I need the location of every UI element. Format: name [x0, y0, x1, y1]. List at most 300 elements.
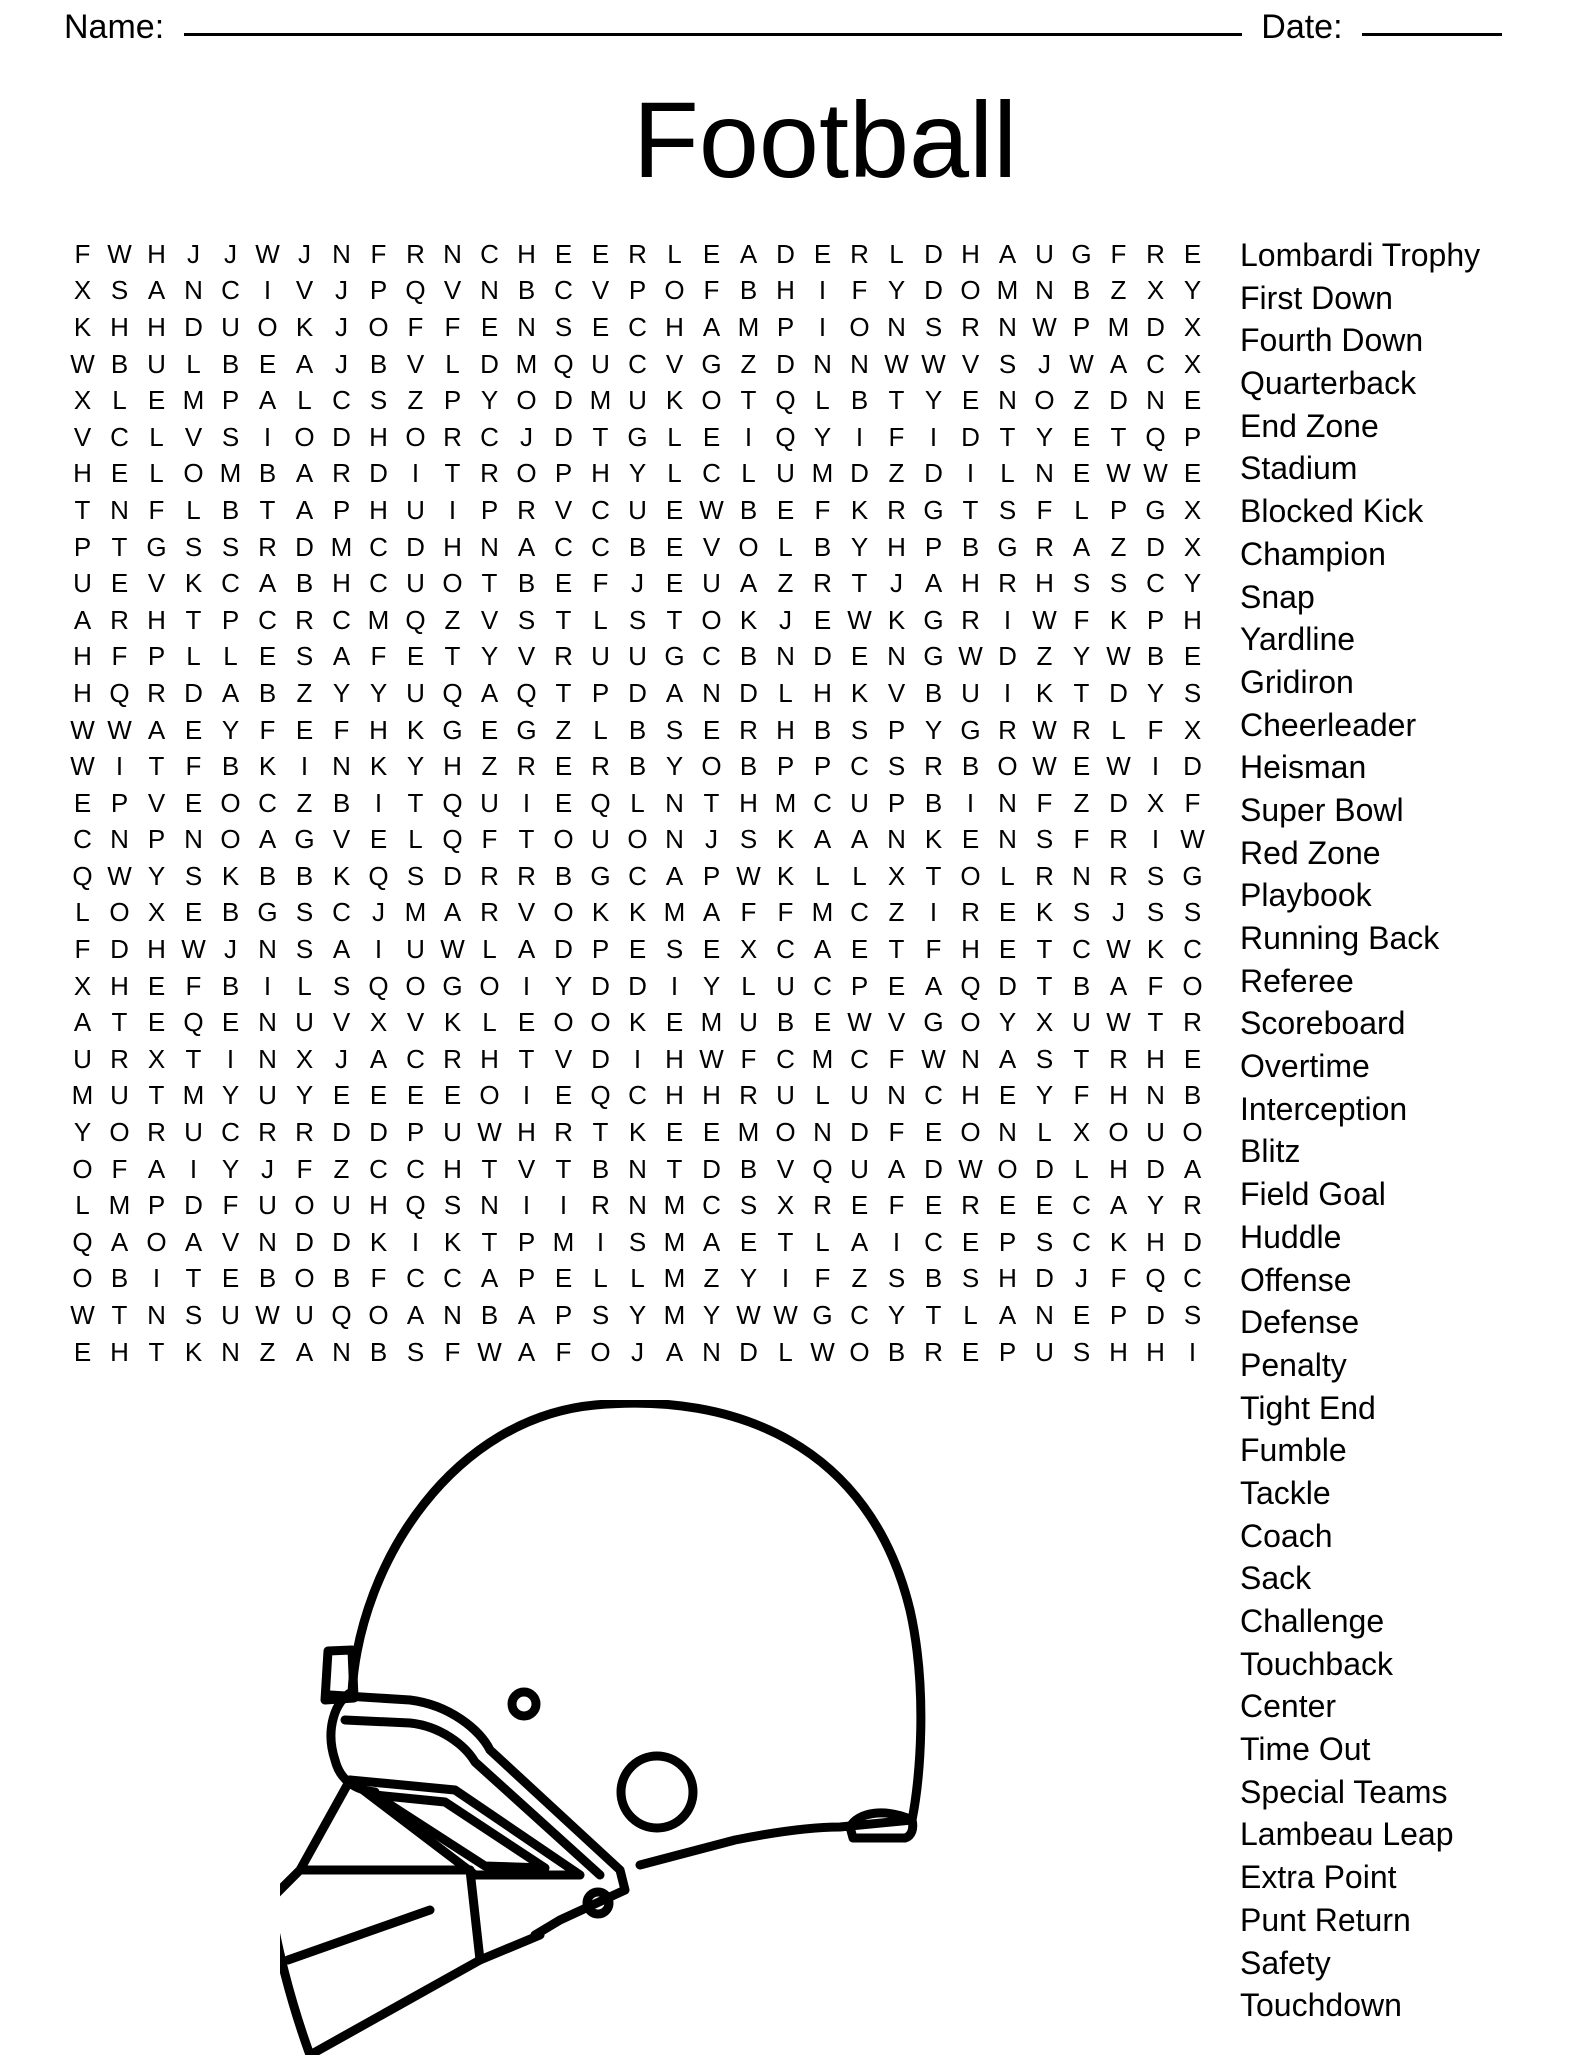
- grid-letter: A: [1109, 1190, 1128, 1221]
- grid-letter: D: [924, 275, 943, 306]
- grid-letter: B: [480, 1300, 499, 1331]
- grid-letter: J: [1038, 348, 1051, 379]
- grid-letter: O: [294, 1190, 315, 1221]
- grid-letter: M: [71, 1080, 94, 1111]
- grid-letter: D: [295, 531, 314, 562]
- grid-letter: N: [628, 1153, 647, 1184]
- grid-letter: U: [628, 641, 647, 672]
- date-blank-line: [1362, 3, 1502, 36]
- grid-letter: E: [369, 824, 388, 855]
- grid-letter: B: [961, 531, 980, 562]
- grid-letter: W: [1106, 751, 1131, 782]
- grid-letter: O: [553, 1007, 574, 1038]
- grid-letter: F: [1036, 787, 1053, 818]
- grid-letter: P: [776, 311, 795, 342]
- grid-letter: H: [369, 1190, 388, 1221]
- grid-letter: Z: [888, 897, 905, 928]
- grid-letter: Z: [740, 348, 757, 379]
- grid-letter: U: [739, 1007, 758, 1038]
- grid-letter: T: [518, 824, 535, 855]
- grid-letter: E: [480, 311, 499, 342]
- grid-letter: T: [444, 641, 461, 672]
- grid-letter: P: [591, 677, 610, 708]
- grid-letter: I: [1188, 1336, 1197, 1367]
- grid-letter: S: [665, 934, 684, 965]
- grid-letter: H: [73, 458, 92, 489]
- grid-letter: U: [332, 1190, 351, 1221]
- grid-letter: D: [110, 934, 129, 965]
- grid-letter: I: [1003, 677, 1012, 708]
- grid-letter: N: [813, 1117, 832, 1148]
- grid-letter: Z: [333, 1153, 350, 1184]
- grid-letter: I: [781, 1263, 790, 1294]
- grid-letter: T: [740, 385, 757, 416]
- grid-letter: T: [148, 1080, 165, 1111]
- grid-letter: U: [628, 494, 647, 525]
- grid-letter: G: [146, 531, 167, 562]
- grid-letter: G: [442, 714, 463, 745]
- grid-letter: N: [480, 275, 499, 306]
- grid-letter: L: [482, 1007, 497, 1038]
- word-list-item: Super Bowl: [1240, 791, 1404, 828]
- grid-letter: F: [888, 1190, 905, 1221]
- grid-letter: O: [183, 458, 204, 489]
- grid-letter: N: [258, 1043, 277, 1074]
- grid-letter: W: [1106, 1007, 1131, 1038]
- grid-letter: D: [1109, 787, 1128, 818]
- grid-letter: P: [73, 531, 92, 562]
- grid-letter: S: [1035, 1043, 1054, 1074]
- grid-letter: N: [887, 1080, 906, 1111]
- grid-letter: W: [1143, 458, 1168, 489]
- grid-letter: U: [961, 677, 980, 708]
- grid-letter: I: [189, 1153, 198, 1184]
- grid-letter: I: [226, 1043, 235, 1074]
- word-list-item: First Down: [1240, 279, 1393, 316]
- grid-letter: F: [888, 421, 905, 452]
- grid-letter: S: [221, 421, 240, 452]
- grid-letter: O: [738, 531, 759, 562]
- grid-letter: T: [592, 421, 609, 452]
- grid-letter: W: [440, 934, 465, 965]
- grid-letter: C: [850, 1043, 869, 1074]
- word-list-item: Blitz: [1240, 1133, 1301, 1170]
- grid-letter: F: [74, 934, 91, 965]
- grid-letter: H: [813, 677, 832, 708]
- grid-letter: U: [110, 1080, 129, 1111]
- grid-letter: Y: [1183, 275, 1202, 306]
- grid-letter: O: [368, 311, 389, 342]
- grid-letter: L: [815, 385, 830, 416]
- grid-letter: A: [480, 1263, 499, 1294]
- grid-letter: K: [443, 1007, 462, 1038]
- grid-letter: N: [628, 1190, 647, 1221]
- grid-letter: E: [1183, 641, 1202, 672]
- grid-letter: F: [370, 641, 387, 672]
- grid-letter: D: [480, 348, 499, 379]
- grid-letter: K: [628, 897, 647, 928]
- grid-letter: E: [147, 385, 166, 416]
- grid-letter: Y: [480, 641, 499, 672]
- grid-letter: I: [559, 1190, 568, 1221]
- grid-letter: Y: [147, 860, 166, 891]
- grid-letter: N: [443, 238, 462, 269]
- grid-letter: C: [924, 1080, 943, 1111]
- grid-letter: A: [147, 275, 166, 306]
- grid-letter: U: [443, 1117, 462, 1148]
- grid-letter: P: [628, 275, 647, 306]
- grid-letter: P: [1109, 1300, 1128, 1331]
- date-label: Date:: [1251, 8, 1352, 46]
- grid-letter: F: [370, 1263, 387, 1294]
- grid-letter: D: [924, 1153, 943, 1184]
- grid-letter: E: [665, 1117, 684, 1148]
- grid-letter: E: [591, 238, 610, 269]
- grid-letter: L: [741, 458, 756, 489]
- grid-letter: K: [1109, 604, 1128, 635]
- grid-letter: X: [147, 1043, 166, 1074]
- grid-letter: B: [258, 677, 277, 708]
- grid-letter: T: [666, 604, 683, 635]
- grid-letter: U: [1072, 1007, 1091, 1038]
- grid-letter: Q: [72, 1226, 93, 1257]
- grid-letter: H: [1109, 1336, 1128, 1367]
- grid-letter: P: [221, 385, 240, 416]
- grid-letter: F: [777, 897, 794, 928]
- grid-letter: T: [407, 787, 424, 818]
- grid-letter: R: [1109, 1043, 1128, 1074]
- grid-letter: A: [517, 531, 536, 562]
- grid-letter: O: [590, 1007, 611, 1038]
- grid-row: [64, 1078, 1214, 1115]
- grid-letter: F: [148, 494, 165, 525]
- header-row: [64, 0, 1502, 44]
- word-list-item: Cheerleader: [1240, 706, 1417, 743]
- grid-letter: S: [295, 934, 314, 965]
- grid-letter: D: [924, 238, 943, 269]
- grid-letter: O: [1182, 1117, 1203, 1148]
- grid-letter: M: [367, 604, 390, 635]
- grid-letter: E: [924, 1117, 943, 1148]
- grid-letter: E: [1072, 421, 1091, 452]
- grid-letter: V: [295, 275, 314, 306]
- grid-letter: A: [258, 385, 277, 416]
- grid-letter: A: [221, 677, 240, 708]
- grid-letter: B: [961, 751, 980, 782]
- grid-letter: U: [295, 1007, 314, 1038]
- grid-letter: O: [479, 1080, 500, 1111]
- grid-letter: Q: [516, 677, 537, 708]
- grid-letter: E: [702, 421, 721, 452]
- grid-letter: U: [73, 568, 92, 599]
- grid-row: [64, 931, 1214, 968]
- word-list-item: Fourth Down: [1240, 322, 1424, 359]
- word-list-item: Running Back: [1240, 920, 1440, 956]
- grid-letter: B: [1072, 275, 1091, 306]
- grid-letter: R: [961, 311, 980, 342]
- grid-letter: R: [924, 1336, 943, 1367]
- grid-letter: G: [1145, 494, 1166, 525]
- grid-letter: E: [961, 824, 980, 855]
- grid-letter: S: [998, 348, 1017, 379]
- grid-letter: W: [958, 1153, 983, 1184]
- grid-letter: T: [1073, 1043, 1090, 1074]
- grid-letter: T: [481, 1226, 498, 1257]
- grid-letter: X: [1183, 714, 1202, 745]
- grid-letter: W: [70, 751, 95, 782]
- grid-letter: S: [591, 1300, 610, 1331]
- grid-letter: O: [72, 1153, 93, 1184]
- grid-letter: N: [110, 824, 129, 855]
- grid-letter: F: [370, 238, 387, 269]
- grid-row: [64, 822, 1214, 859]
- grid-letter: E: [813, 604, 832, 635]
- grid-letter: W: [70, 714, 95, 745]
- grid-letter: P: [221, 604, 240, 635]
- grid-letter: M: [219, 458, 242, 489]
- grid-letter: B: [517, 275, 536, 306]
- grid-letter: N: [110, 494, 129, 525]
- grid-letter: R: [480, 897, 499, 928]
- grid-letter: B: [332, 1263, 351, 1294]
- grid-letter: W: [1032, 604, 1057, 635]
- grid-letter: W: [477, 1117, 502, 1148]
- grid-letter: B: [221, 970, 240, 1001]
- grid-letter: R: [628, 238, 647, 269]
- grid-letter: X: [1146, 275, 1165, 306]
- grid-letter: D: [1109, 385, 1128, 416]
- grid-letter: D: [776, 348, 795, 379]
- grid-letter: B: [850, 385, 869, 416]
- grid-row: [64, 1261, 1214, 1298]
- grid-letter: L: [186, 641, 201, 672]
- grid-letter: O: [960, 275, 981, 306]
- grid-letter: U: [221, 1300, 240, 1331]
- grid-letter: S: [924, 311, 943, 342]
- grid-letter: R: [813, 568, 832, 599]
- word-list-item: Tackle: [1240, 1474, 1331, 1511]
- grid-letter: I: [929, 897, 938, 928]
- grid-letter: Y: [628, 458, 647, 489]
- grid-letter: M: [737, 311, 760, 342]
- grid-letter: U: [258, 1190, 277, 1221]
- grid-letter: V: [184, 421, 203, 452]
- grid-row: [64, 895, 1214, 932]
- grid-letter: P: [1183, 421, 1202, 452]
- grid-letter: E: [850, 934, 869, 965]
- grid-letter: A: [998, 238, 1017, 269]
- grid-letter: U: [850, 1080, 869, 1111]
- grid-letter: C: [850, 897, 869, 928]
- grid-letter: H: [443, 751, 462, 782]
- grid-letter: F: [1110, 1263, 1127, 1294]
- grid-letter: R: [961, 604, 980, 635]
- grid-letter: O: [405, 970, 426, 1001]
- grid-letter: R: [517, 494, 536, 525]
- grid-letter: Q: [553, 348, 574, 379]
- grid-letter: C: [369, 1153, 388, 1184]
- word-list-item: Touchdown: [1240, 1987, 1402, 2024]
- grid-letter: Z: [703, 1263, 720, 1294]
- grid-letter: D: [406, 531, 425, 562]
- grid-letter: H: [110, 311, 129, 342]
- grid-letter: R: [295, 604, 314, 635]
- grid-letter: H: [1146, 1226, 1165, 1257]
- grid-letter: W: [699, 1043, 724, 1074]
- grid-letter: G: [664, 641, 685, 672]
- grid-letter: N: [147, 1300, 166, 1331]
- grid-letter: P: [110, 787, 129, 818]
- grid-letter: H: [1109, 1153, 1128, 1184]
- grid-letter: A: [1109, 970, 1128, 1001]
- grid-letter: K: [850, 677, 869, 708]
- grid-letter: W: [1032, 714, 1057, 745]
- grid-letter: B: [517, 568, 536, 599]
- grid-letter: D: [1146, 311, 1165, 342]
- grid-letter: E: [702, 934, 721, 965]
- grid-letter: H: [1109, 1080, 1128, 1111]
- grid-letter: F: [333, 714, 350, 745]
- grid-letter: D: [591, 970, 610, 1001]
- grid-letter: M: [737, 1117, 760, 1148]
- grid-letter: K: [887, 604, 906, 635]
- grid-row: [64, 456, 1214, 493]
- grid-letter: Y: [369, 677, 388, 708]
- grid-letter: E: [998, 897, 1017, 928]
- grid-letter: U: [147, 348, 166, 379]
- grid-letter: S: [517, 604, 536, 635]
- grid-letter: T: [185, 604, 202, 635]
- grid-letter: W: [107, 860, 132, 891]
- grid-letter: Y: [813, 421, 832, 452]
- grid-letter: N: [184, 824, 203, 855]
- grid-letter: D: [184, 1190, 203, 1221]
- grid-letter: H: [73, 641, 92, 672]
- grid-letter: F: [444, 1336, 461, 1367]
- grid-letter: U: [1035, 238, 1054, 269]
- grid-letter: L: [1000, 458, 1015, 489]
- grid-letter: C: [702, 641, 721, 672]
- grid-letter: P: [517, 1226, 536, 1257]
- grid-row: [64, 1151, 1214, 1188]
- grid-letter: S: [406, 1336, 425, 1367]
- grid-letter: A: [517, 1300, 536, 1331]
- grid-letter: S: [628, 1226, 647, 1257]
- grid-letter: E: [1183, 458, 1202, 489]
- grid-letter: R: [443, 1043, 462, 1074]
- grid-letter: C: [554, 275, 573, 306]
- grid-letter: F: [740, 897, 757, 928]
- word-list-item: Stadium: [1240, 450, 1358, 487]
- grid-letter: F: [222, 1190, 239, 1221]
- grid-letter: X: [739, 934, 758, 965]
- grid-letter: C: [406, 1263, 425, 1294]
- grid-letter: E: [554, 1263, 573, 1294]
- grid-letter: U: [591, 348, 610, 379]
- grid-letter: P: [887, 714, 906, 745]
- grid-letter: D: [591, 1043, 610, 1074]
- grid-letter: O: [257, 311, 278, 342]
- grid-letter: Q: [331, 1300, 352, 1331]
- grid-letter: H: [739, 787, 758, 818]
- grid-letter: K: [628, 1007, 647, 1038]
- grid-letter: I: [892, 1226, 901, 1257]
- grid-letter: L: [815, 1226, 830, 1257]
- grid-letter: X: [1183, 494, 1202, 525]
- grid-letter: B: [591, 1153, 610, 1184]
- grid-letter: W: [958, 641, 983, 672]
- grid-letter: H: [665, 1080, 684, 1111]
- grid-letter: J: [1075, 1263, 1088, 1294]
- grid-letter: O: [849, 1336, 870, 1367]
- grid-letter: M: [330, 531, 353, 562]
- grid-letter: B: [332, 787, 351, 818]
- grid-letter: S: [961, 1263, 980, 1294]
- grid-letter: C: [332, 385, 351, 416]
- word-list-item: Snap: [1240, 578, 1315, 615]
- grid-letter: B: [1183, 1080, 1202, 1111]
- grid-letter: U: [406, 568, 425, 599]
- grid-letter: B: [739, 751, 758, 782]
- grid-letter: N: [443, 1300, 462, 1331]
- grid-letter: T: [259, 494, 276, 525]
- grid-letter: T: [777, 1226, 794, 1257]
- grid-letter: G: [1182, 860, 1203, 891]
- grid-letter: A: [1183, 1153, 1202, 1184]
- grid-letter: R: [961, 1190, 980, 1221]
- grid-letter: L: [778, 1336, 793, 1367]
- grid-letter: J: [335, 1043, 348, 1074]
- grid-letter: F: [1184, 787, 1201, 818]
- grid-letter: A: [998, 1043, 1017, 1074]
- grid-letter: A: [332, 641, 351, 672]
- grid-letter: Y: [1035, 1080, 1054, 1111]
- grid-letter: K: [258, 751, 277, 782]
- grid-letter: U: [591, 824, 610, 855]
- grid-letter: R: [258, 531, 277, 562]
- grid-letter: B: [739, 1153, 758, 1184]
- grid-letter: W: [70, 348, 95, 379]
- grid-letter: L: [593, 1263, 608, 1294]
- grid-letter: A: [369, 1043, 388, 1074]
- grid-letter: P: [924, 531, 943, 562]
- grid-letter: A: [813, 824, 832, 855]
- grid-letter: J: [520, 421, 533, 452]
- grid-letter: O: [627, 824, 648, 855]
- grid-letter: I: [596, 1226, 605, 1257]
- grid-letter: I: [263, 421, 272, 452]
- grid-letter: A: [850, 1226, 869, 1257]
- grid-letter: S: [184, 1300, 203, 1331]
- grid-letter: B: [739, 494, 758, 525]
- grid-letter: I: [300, 751, 309, 782]
- grid-letter: C: [924, 1226, 943, 1257]
- grid-letter: W: [810, 1336, 835, 1367]
- grid-letter: H: [591, 458, 610, 489]
- grid-letter: B: [776, 1007, 795, 1038]
- grid-letter: T: [925, 1300, 942, 1331]
- grid-letter: V: [443, 275, 462, 306]
- grid-letter: N: [1035, 1300, 1054, 1331]
- grid-letter: M: [663, 1226, 686, 1257]
- grid-letter: G: [442, 970, 463, 1001]
- grid-letter: E: [147, 970, 166, 1001]
- grid-letter: T: [592, 1117, 609, 1148]
- grid-letter: O: [590, 1336, 611, 1367]
- grid-letter: U: [702, 568, 721, 599]
- grid-letter: F: [259, 714, 276, 745]
- grid-letter: D: [554, 421, 573, 452]
